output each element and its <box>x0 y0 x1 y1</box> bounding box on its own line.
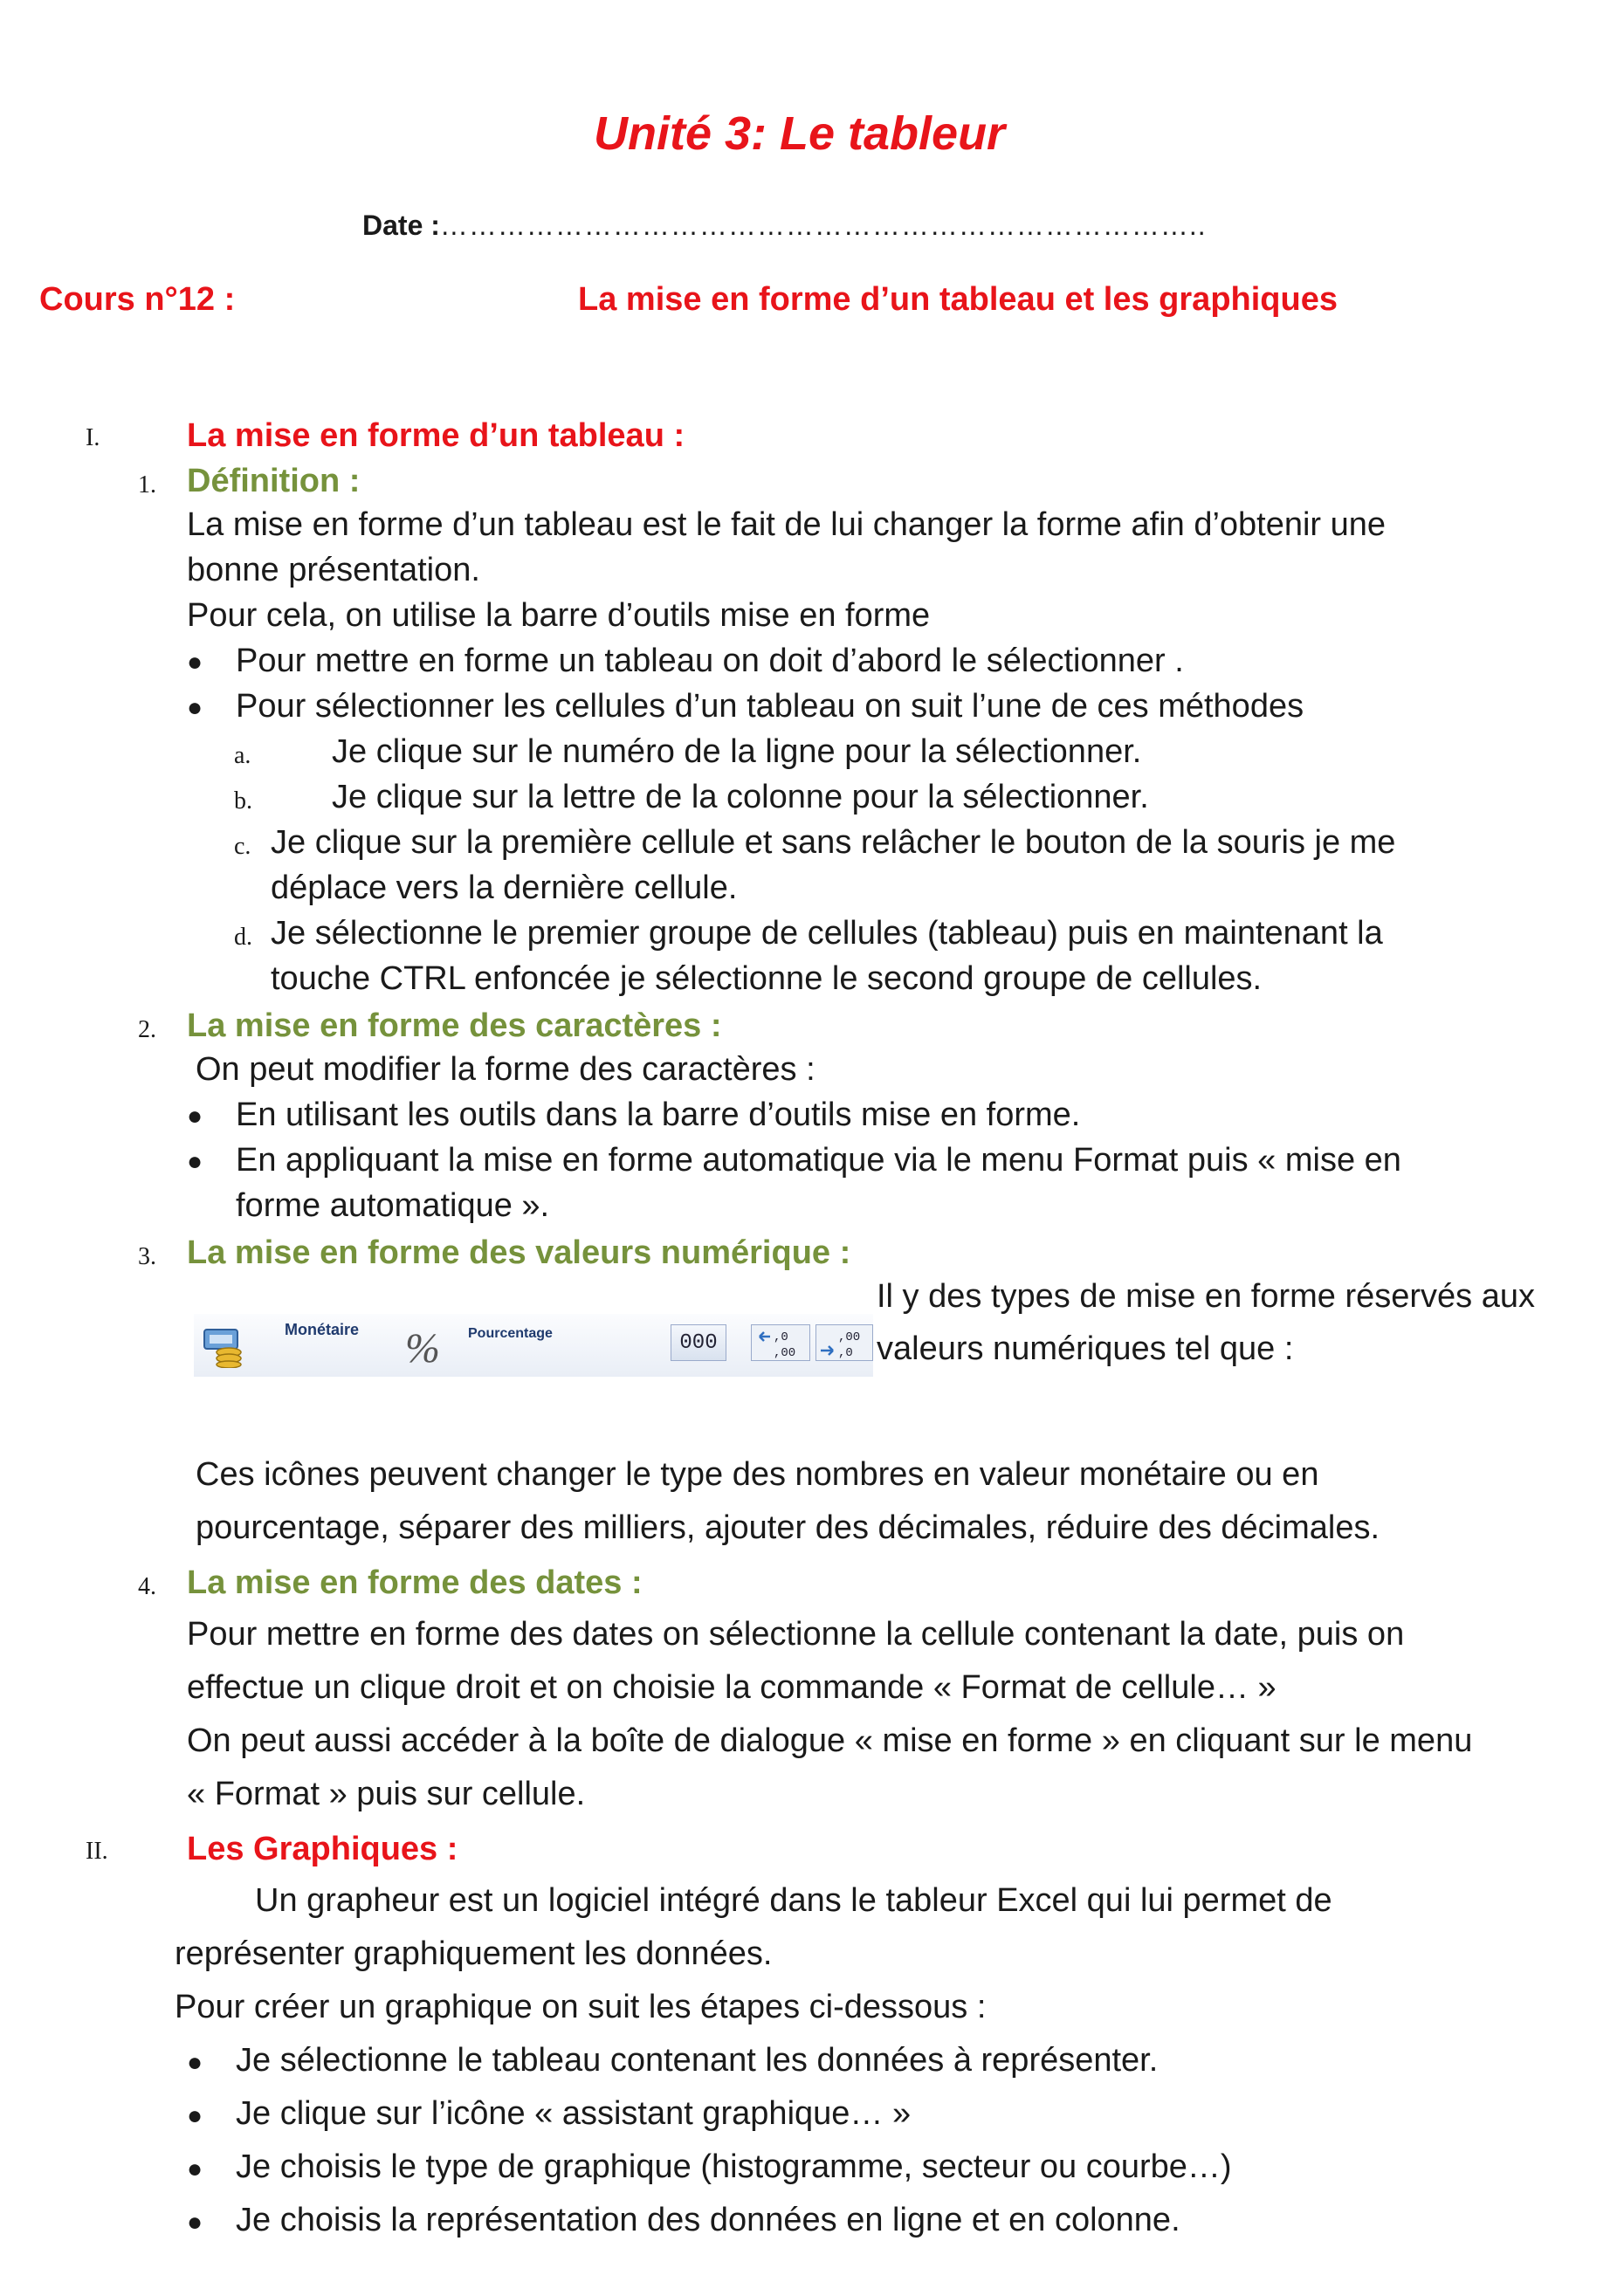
svg-text:,0: ,0 <box>838 1346 853 1360</box>
paragraph: Ces icônes peuvent changer le type des nombres en valeur monétaire ou en <box>196 1456 1319 1493</box>
course-title: La mise en forme d’un tableau et les graphiques <box>578 281 1338 318</box>
list-item: Pour mettre en forme un tableau on doit d’abord le sélectionner . <box>236 643 1184 679</box>
bullet-icon: ● <box>187 2101 203 2130</box>
list-item-continued: forme automatique ». <box>236 1187 550 1224</box>
paragraph: « Format » puis sur cellule. <box>187 1776 586 1812</box>
paragraph: bonne présentation. <box>187 552 480 588</box>
subsection-title: Définition : <box>187 463 361 499</box>
paragraph: On peut aussi accéder à la boîte de dialogue « mise en forme » en cliquant sur le menu <box>187 1722 1473 1759</box>
page-title: Unité 3: Le tableur <box>594 107 1006 160</box>
bullet-icon: ● <box>187 1147 203 1176</box>
paragraph: Il y des types de mise en forme réservés aux <box>877 1278 1535 1315</box>
bullet-icon: ● <box>187 2155 203 2183</box>
date-label: Date : <box>362 210 440 241</box>
bullet-icon: ● <box>187 648 203 677</box>
list-item: Je clique sur l’icône « assistant graphique… » <box>236 2095 912 2132</box>
subsection-title: La mise en forme des valeurs numérique : <box>187 1234 851 1271</box>
list-item: En appliquant la mise en forme automatique via le menu Format puis « mise en <box>236 1142 1401 1179</box>
paragraph: représenter graphiquement les données. <box>175 1935 773 1972</box>
paragraph: Pour mettre en forme des dates on sélectionne la cellule contenant la date, puis on <box>187 1616 1405 1653</box>
decrease-decimal-icon <box>815 1324 873 1361</box>
list-letter: b. <box>234 787 252 815</box>
paragraph: Pour créer un graphique on suit les étapes ci-dessous : <box>175 1989 987 2025</box>
course-label: Cours n°12 : <box>39 281 236 318</box>
bullet-icon: ● <box>187 693 203 722</box>
currency-icon <box>203 1326 246 1368</box>
bullet-icon: ● <box>187 2208 203 2237</box>
paragraph: Un grapheur est un logiciel intégré dans le tableur Excel qui lui permet de <box>255 1882 1332 1919</box>
number-format-toolbar <box>194 1314 873 1377</box>
bullet-icon: ● <box>187 2048 203 2077</box>
subsection-title: La mise en forme des caractères : <box>187 1007 722 1044</box>
paragraph: pourcentage, séparer des milliers, ajouter des décimales, réduire des décimales. <box>196 1509 1380 1546</box>
section-numeral: II. <box>86 1838 108 1865</box>
list-item: Je clique sur la première cellule et sans relâcher le bouton de la souris je me <box>271 824 1396 861</box>
monetaire-label: Monétaire <box>285 1321 360 1338</box>
list-item: Je choisis la représentation des données en ligne et en colonne. <box>236 2202 1180 2238</box>
list-letter: a. <box>234 742 251 769</box>
list-item: Je choisis le type de graphique (histogramme, secteur ou courbe…) <box>236 2148 1232 2185</box>
list-item: Je sélectionne le tableau contenant les données à représenter. <box>236 2042 1159 2079</box>
paragraph: On peut modifier la forme des caractères : <box>196 1051 815 1088</box>
svg-text:,00: ,00 <box>774 1346 796 1360</box>
list-item-continued: touche CTRL enfoncée je sélectionne le second groupe de cellules. <box>271 960 1263 997</box>
paragraph: Pour cela, on utilise la barre d’outils mise en forme <box>187 597 931 634</box>
increase-decimal-icon <box>751 1324 810 1361</box>
paragraph: effectue un clique droit et on choisie la commande « Format de cellule… » <box>187 1669 1276 1706</box>
list-item: Pour sélectionner les cellules d’un tableau on suit l’une de ces méthodes <box>236 688 1304 725</box>
paragraph: valeurs numériques tel que : <box>877 1330 1294 1367</box>
section-title: Les Graphiques : <box>187 1831 458 1867</box>
subsection-title: La mise en forme des dates : <box>187 1564 643 1601</box>
subsection-number: 1. <box>138 471 156 498</box>
pourcentage-label: Pourcentage <box>468 1326 553 1341</box>
list-letter: d. <box>234 924 252 951</box>
subsection-number: 4. <box>138 1573 156 1600</box>
subsection-number: 3. <box>138 1243 156 1270</box>
date-line <box>362 210 1207 242</box>
date-dots: …………………………………………………………………….. <box>439 210 1207 241</box>
percent-icon: % <box>405 1325 440 1371</box>
list-letter: c. <box>234 833 251 860</box>
svg-text:,0: ,0 <box>774 1330 788 1344</box>
subsection-number: 2. <box>138 1016 156 1043</box>
list-item-continued: déplace vers la dernière cellule. <box>271 870 738 906</box>
list-item: Je clique sur le numéro de la ligne pour la sélectionner. <box>332 733 1142 770</box>
paragraph: La mise en forme d’un tableau est le fait de lui changer la forme afin d’obtenir une <box>187 506 1387 543</box>
list-item: Je clique sur la lettre de la colonne pour la sélectionner. <box>332 779 1149 815</box>
section-title: La mise en forme d’un tableau : <box>187 417 685 454</box>
list-item: Je sélectionne le premier groupe de cellules (tableau) puis en maintenant la <box>271 915 1383 952</box>
section-numeral: I. <box>86 424 100 451</box>
svg-text:,00: ,00 <box>838 1330 861 1344</box>
bullet-icon: ● <box>187 1102 203 1131</box>
list-item: En utilisant les outils dans la barre d’outils mise en forme. <box>236 1096 1081 1133</box>
thousands-separator-button: 000 <box>671 1324 726 1361</box>
